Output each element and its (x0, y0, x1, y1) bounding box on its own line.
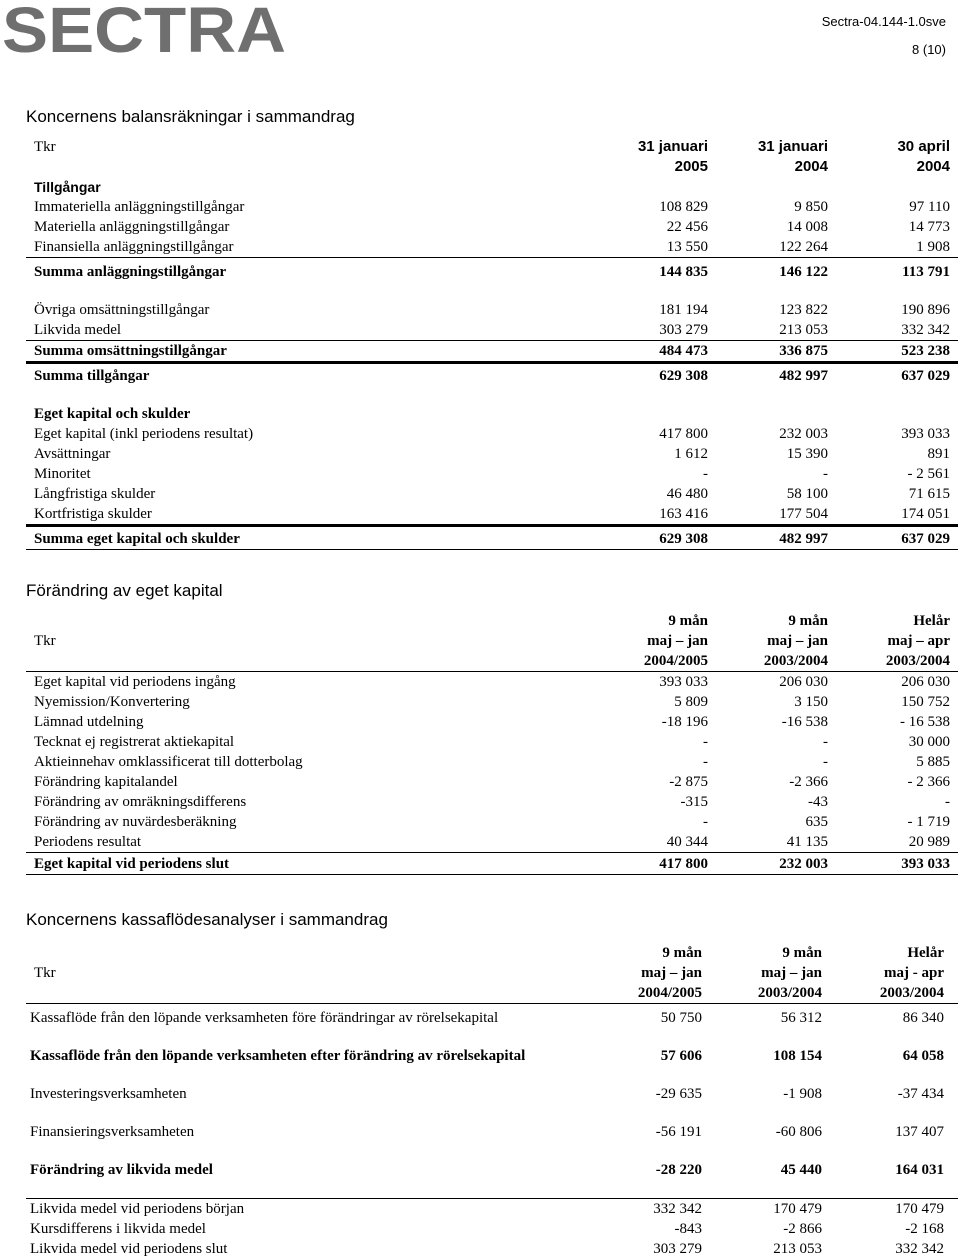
table-row: Nyemission/Konvertering 5 809 3 150 150 752 (34, 694, 950, 710)
cashflow-table (26, 943, 958, 1259)
table-row: Förändring kapitalandel -2 875 -2 366 - 2 366 (34, 774, 950, 790)
subtotal-row: Summa omsättningstillgångar 484 473 336 875 523 238 (26, 340, 958, 362)
table-row: Aktieinnehav omklassificerat till dotterbolag - - 5 885 (34, 754, 950, 770)
table-row: Minoritet - - - 2 561 (34, 466, 950, 482)
section-heading-row (26, 177, 958, 197)
col-header-line: 2005 (674, 158, 708, 175)
unit-label: Tkr (34, 139, 56, 155)
table-row: Immateriella anläggningstillgångar 108 829 9 850 97 110 (34, 199, 950, 215)
total-row: Eget kapital vid periodens slut 417 800 232 003 393 033 (26, 853, 958, 875)
table-row: Långfristiga skulder 46 480 58 100 71 615 (34, 486, 950, 502)
logo-wordmark: SECTRA (2, 3, 286, 55)
balance-header-row-1 (26, 137, 958, 157)
subtotal-row: Summa anläggningstillgångar 144 835 146 122 113 791 (34, 263, 950, 280)
table-row: Finansiella anläggningstillgångar 13 550 122 264 1 908 (26, 237, 958, 258)
col-header-line: 30 april (897, 138, 950, 155)
document-id: Sectra-04.144-1.0sve (821, 14, 946, 29)
table-row: Periodens resultat 40 344 41 135 20 989 (26, 832, 958, 853)
total-row: Summa tillgångar 629 308 482 997 637 029 (34, 368, 950, 384)
header-row: 2004/2005 2003/2004 2003/2004 (26, 983, 958, 1004)
total-row: Summa eget kapital och skulder 629 308 482 997 637 029 (26, 526, 958, 550)
table-row: Kursdifferens i likvida medel -843 -2 866 -2 168 (30, 1220, 944, 1237)
company-logo (2, 3, 288, 55)
assets-heading: Tillgångar (34, 179, 101, 195)
table-row: Kassaflöde från den löpande verksamheten efter förändring av rörelsekapital 57 606 108 154 64 058 (30, 1047, 944, 1064)
balance-sheet-title: Koncernens balansräkningar i sammandrag (26, 107, 355, 126)
table-row: Kortfristiga skulder 163 416 177 504 174 051 (26, 504, 958, 526)
page-number: 8 (10) (912, 42, 946, 57)
header-row: Tkr maj – jan maj – jan maj - apr (26, 963, 958, 983)
table-row: Finansieringsverksamheten -56 191 -60 806 137 407 (30, 1123, 944, 1140)
header-row: Tkr maj – jan maj – jan maj – apr (26, 631, 958, 651)
header-row: 9 mån 9 mån Helår (668, 613, 950, 629)
table-row: Förändring av likvida medel -28 220 45 440 164 031 (30, 1161, 944, 1178)
equity-heading: Eget kapital och skulder (34, 406, 191, 422)
table-row: Materiella anläggningstillgångar 22 456 14 008 14 773 (34, 219, 950, 235)
unit-label: Tkr (34, 965, 56, 981)
unit-label: Tkr (34, 633, 56, 649)
table-row: Förändring av omräkningsdifferens -315 -43 - (34, 794, 950, 810)
table-row: Likvida medel vid periodens början 332 342 170 479 170 479 (26, 1198, 958, 1219)
table-row: Övriga omsättningstillgångar 181 194 123 822 190 896 (34, 301, 950, 318)
cashflow-title: Koncernens kassaflödesanalyser i sammandrag (26, 910, 388, 929)
table-row: Lämnad utdelning -18 196 -16 538 - 16 538 (34, 714, 950, 730)
equity-change-title: Förändring av eget kapital (26, 581, 223, 600)
header-row: 9 mån 9 mån Helår (662, 945, 944, 961)
table-row: Investeringsverksamheten -29 635 -1 908 -37 434 (30, 1085, 944, 1102)
col-header-line: 2004 (794, 158, 828, 175)
balance-header-row-2 (26, 157, 958, 177)
table-row: Avsättningar 1 612 15 390 891 (34, 446, 950, 462)
table-row: Likvida medel 303 279 213 053 332 342 (26, 320, 958, 341)
table-row: Likvida medel vid periodens slut 303 279 213 053 332 342 (30, 1240, 944, 1257)
table-row: Kassaflöde från den löpande verksamheten före förändringar av rörelsekapital 50 750 56 312 86 340 (30, 1009, 944, 1026)
table-row: Eget kapital vid periodens ingång 393 033 206 030 206 030 (34, 674, 950, 690)
table-row: Tecknat ej registrerat aktiekapital - - 30 000 (34, 734, 950, 750)
col-header-line: 31 januari (637, 138, 708, 155)
col-header-line: 31 januari (757, 138, 828, 155)
table-row: Eget kapital (inkl periodens resultat) 417 800 232 003 393 033 (34, 426, 950, 442)
section-heading-row (26, 404, 958, 424)
header-row: 2004/2005 2003/2004 2003/2004 (26, 651, 958, 672)
table-row: Förändring av nuvärdesberäkning - 635 - 1 719 (34, 814, 950, 830)
col-header-line: 2004 (916, 158, 950, 175)
equity-change-table (26, 611, 958, 875)
balance-sheet-table (26, 137, 958, 550)
